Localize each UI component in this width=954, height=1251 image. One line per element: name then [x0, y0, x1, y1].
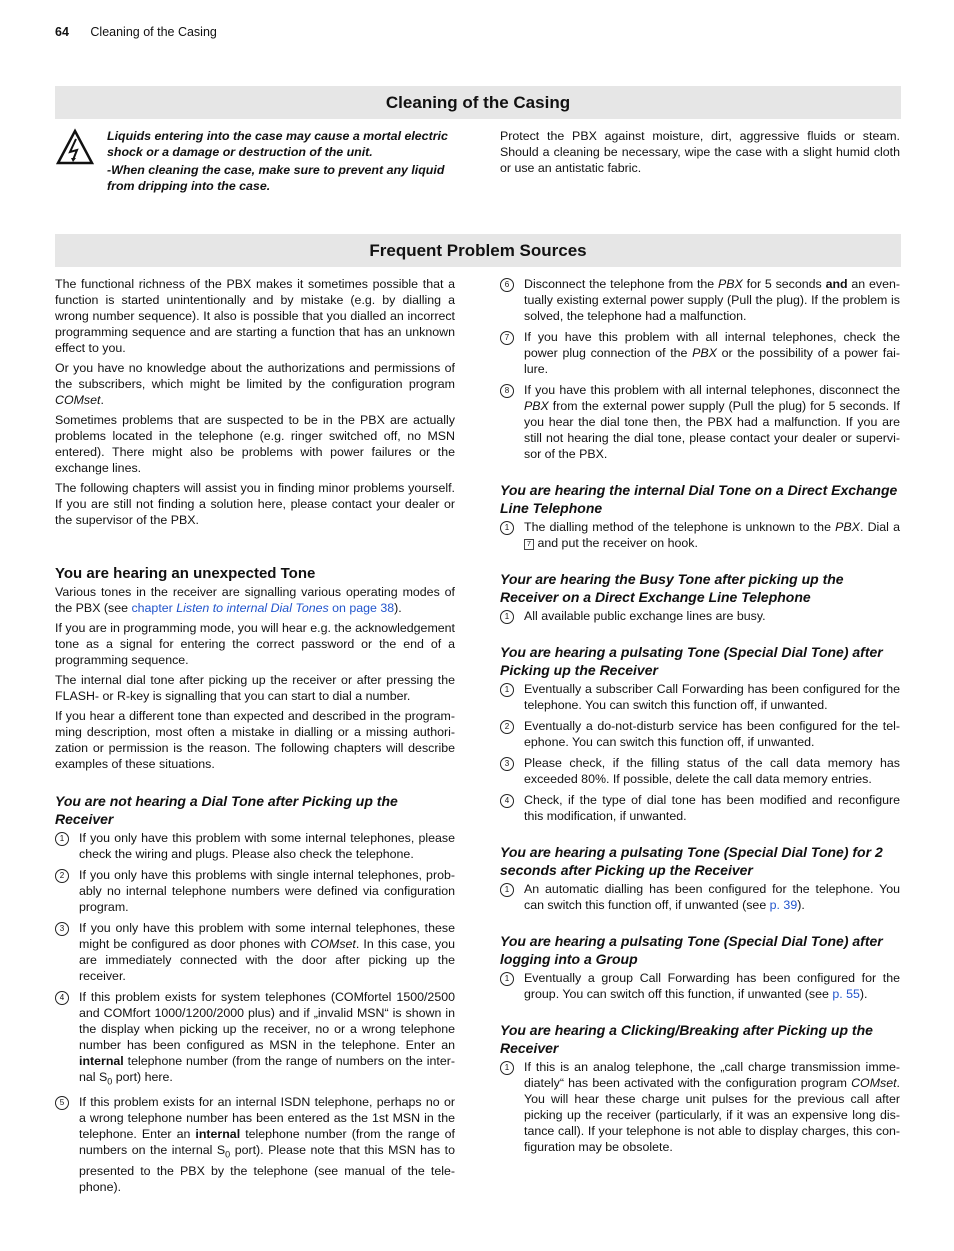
page-link[interactable]: p. 39: [769, 898, 798, 912]
list-item: 1 The dialling method of the telephone is unknown to the PBX. Dial a 7 and put the receiver on hook.: [500, 519, 900, 551]
list-item: 1 Eventually a subscriber Call Forwarding has been configured for the telephone. You can switch this function off, if unwanted.: [500, 681, 900, 713]
running-title: Cleaning of the Casing: [90, 25, 217, 39]
circle-number-icon: 1: [500, 610, 514, 624]
intro-paragraph-1: The functional richness of the PBX makes it sometimes possible that a function is started unintentionally and by mistake (e.g. by dialling a wrong number sequence). It also is possible that you dialled an incorrect programming sequence and are starting a function that has an unknown effect to you.: [55, 277, 455, 355]
section-title-cleaning: Cleaning of the Casing: [55, 86, 901, 119]
key-7-icon: 7: [524, 539, 534, 550]
section-title-problems: Frequent Problem Sources: [55, 234, 901, 267]
page-link[interactable]: p. 55: [832, 987, 860, 1001]
heading-pulsating-tone: You are hearing a pulsating Tone (Special Dial Tone) after Picking up the Receiver: [500, 644, 883, 678]
heading-pulsating-tone-2-seconds: You are hearing a pulsating Tone (Special Dial Tone) for 2 seconds after Picking up the Receiver: [500, 844, 883, 878]
list-item: 1 If this is an analog telephone, the „call charge transmission immediately“ has been activated with the configuration program COMset. You will hear these charge unit pulses for the previous call after picking up the receiver (particularly, if it was an expensive long distance call). If your telephone is not able to display charges, this configuration may be obsolete.: [500, 1059, 900, 1155]
warning-block: [55, 128, 455, 194]
circle-number-icon: 2: [55, 869, 69, 883]
list-item: 1 All available public exchange lines are busy.: [500, 608, 900, 624]
circle-number-icon: 1: [55, 832, 69, 846]
cleaning-paragraph: Protect the PBX against moisture, dirt, aggressive fluids or steam. Should a cleaning be necessary, wipe the case with a slight humid cloth or use an antistatic fabric.: [500, 129, 900, 175]
heading-no-dial-tone: You are not hearing a Dial Tone after Picking up the Receiver: [55, 793, 398, 827]
heading-clicking-breaking: You are hearing a Clicking/Breaking after Picking up the Receiver: [500, 1022, 873, 1056]
circle-number-icon: 7: [500, 331, 514, 345]
circle-number-icon: 1: [500, 1061, 514, 1075]
chapter-link[interactable]: chapter Listen to internal Dial Tones on page 38: [131, 601, 395, 615]
circle-number-icon: 2: [500, 720, 514, 734]
list-item: 1 Eventually a group Call Forwarding has been configured for the group. You can switch off this function, if unwanted (see p. 55).: [500, 970, 900, 1002]
circle-number-icon: 1: [500, 972, 514, 986]
heading-pulsating-tone-group: You are hearing a pulsating Tone (Special Dial Tone) after logging into a Group: [500, 933, 883, 967]
list-item: 2 If you only have this problems with single internal telephones, probably no internal telephone numbers were defined via configuration program.: [55, 867, 455, 915]
tone-paragraph-1: Various tones in the receiver are signalling various operating modes of the PBX (see chapter Listen to internal Dial Tones on page 38).: [55, 585, 455, 615]
list-item: 8 If you have this problem with all internal telephones, disconnect the PBX from the external power supply (Pull the plug) for 5 seconds. If you hear the dial tone then, the PBX had a malfunction. If you are still not hearing the dial tone, please contact your dealer or supervisor of the PBX.: [500, 382, 900, 462]
tone-paragraph-2: If you are in programming mode, you will hear e.g. the acknowledgement tone as a signal for entering the correct password or the end of a programming sequence.: [55, 621, 455, 667]
warning-text-2: [107, 162, 455, 194]
circle-number-icon: 1: [500, 683, 514, 697]
list-item: 7 If you have this problem with all internal telephones, check the power plug connection of the PBX or the possibility of a power failure.: [500, 329, 900, 377]
left-column: [55, 276, 455, 1200]
circle-number-icon: 5: [55, 1096, 69, 1110]
page-header: [55, 25, 217, 39]
list-item: 2 Eventually a do-not-disturb service has been configured for the telephone. You can switch this function off, if unwanted.: [500, 718, 900, 750]
tone-paragraph-4: If you hear a different tone than expected and described in the programming description, most often a mistake in dialling or a missing authorization or permission is the reason. The following chapters will describe examples of these situations.: [55, 709, 455, 771]
warning-text-2-content: -When cleaning the case, make sure to prevent any liquid from dripping into the case.: [107, 163, 445, 193]
heading-direct-line-dial-tone: You are hearing the internal Dial Tone on a Direct Exchange Line Telephone: [500, 482, 898, 516]
intro-paragraph-3: Sometimes problems that are suspected to be in the PBX are actually problems located in the telephone (e.g. ringer switched off, no MSN entered). There might also be problems with power failures or the exchange lines.: [55, 413, 455, 475]
list-item: 6 Disconnect the telephone from the PBX for 5 seconds and an eventually existing external power supply (Pull the plug). If the problem is solved, the telephone had a malfunction.: [500, 276, 900, 324]
circle-number-icon: 6: [500, 278, 514, 292]
list-item: 1 If you only have this problem with some internal telephones, please check the wiring and plugs. Please also check the telephone.: [55, 830, 455, 862]
heading-unexpected-tone: You are hearing an unexpected Tone: [55, 565, 316, 582]
cleaning-body: [500, 128, 900, 180]
list-item: 4 Check, if the type of dial tone has been modified and reconfigure this modification, if unwanted.: [500, 792, 900, 824]
intro-paragraph-2: Or you have no knowledge about the authorizations and permissions of the subscribers, which might be limited by the configuration program COMset.: [55, 361, 455, 407]
circle-number-icon: 4: [500, 794, 514, 808]
tone-paragraph-3: The internal dial tone after picking up the receiver or after pressing the FLASH- or R-key is signalling that you can start to dial a number.: [55, 673, 455, 703]
circle-number-icon: 3: [55, 922, 69, 936]
right-column: [500, 276, 900, 1160]
warning-text-1: Liquids entering into the case may cause a mortal electric shock or a damage or destruction of the unit.: [107, 129, 448, 159]
circle-number-icon: 3: [500, 757, 514, 771]
warning-triangle-icon: [55, 128, 107, 176]
list-item: 1 An automatic dialling has been configured for the telephone. You can switch this function off, if unwanted (see p. 39).: [500, 881, 900, 913]
list-item: 3 If you only have this problem with some internal telephones, these might be configured as door phones with COMset. In this case, you are immediately connected with the door after picking up the receiver.: [55, 920, 455, 984]
circle-number-icon: 4: [55, 991, 69, 1005]
page-number: 64: [55, 25, 69, 39]
circle-number-icon: 1: [500, 521, 514, 535]
circle-number-icon: 8: [500, 384, 514, 398]
circle-number-icon: 1: [500, 883, 514, 897]
list-item: 4 If this problem exists for system telephones (COMfortel 1500/2500 and COMfort 1000/1200/2000 plus) and if „invalid MSN“ is shown in the display when picking up the receiver, no or a wrong telephone number has been configured as MSN in the telephone. Enter an internal telephone number (from the range of numbers on the internal $S_0$ port) here.: [55, 989, 455, 1089]
heading-busy-tone: Your are hearing the Busy Tone after picking up the Receiver on a Direct Exchange Line Telephone: [500, 571, 844, 605]
list-item: 3 Please check, if the filling status of the call data memory has exceeded 80%. If possible, delete the call data memory entries.: [500, 755, 900, 787]
list-item: 5 If this problem exists for an internal ISDN telephone, perhaps no or a wrong telephone number has been entered as the 1st MSN in the telephone. Enter an internal telephone number (from the range of numbers on the internal $S_0$ port). Please note that this MSN has to presented to the PBX by the telephone (see manual of the telephone).: [55, 1094, 455, 1194]
intro-paragraph-4: The following chapters will assist you in finding minor problems yourself. If you are still not finding a solution here, please contact your dealer or the supervisor of the PBX.: [55, 481, 455, 527]
